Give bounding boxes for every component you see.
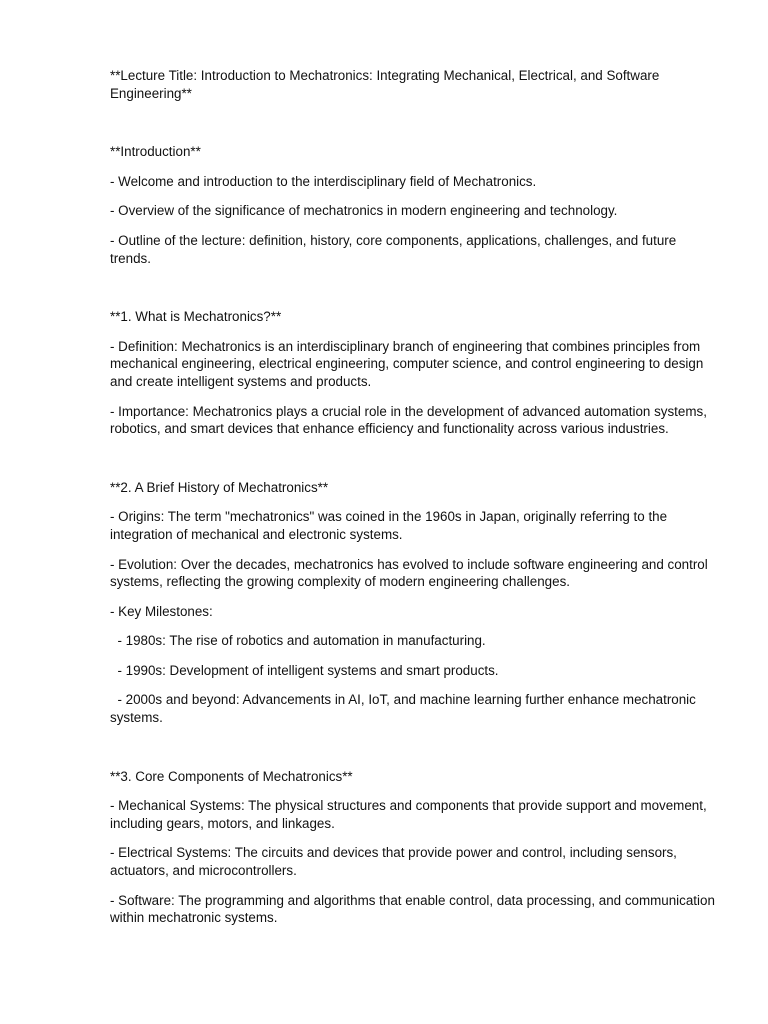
intro-paragraph: - Welcome and introduction to the interdisciplinary field of Mechatronics. xyxy=(110,173,537,189)
section-heading: **1. What is Mechatronics?** xyxy=(110,309,282,325)
milestone-item: - 1990s: Development of intelligent systems and smart products. xyxy=(110,662,499,678)
section-paragraph: - Key Milestones: xyxy=(110,603,213,619)
section-heading: **2. A Brief History of Mechatronics** xyxy=(110,479,329,495)
milestone-item: - 2000s and beyond: Advancements in AI, IoT, and machine learning further enhance mechatronic systems. xyxy=(110,692,700,726)
intro-paragraph: - Outline of the lecture: definition, history, core components, applications, challenges, and future trends. xyxy=(110,232,680,266)
intro-paragraph: - Overview of the significance of mechatronics in modern engineering and technology. xyxy=(110,203,618,219)
section-heading: **3. Core Components of Mechatronics** xyxy=(110,768,353,784)
intro-heading: **Introduction** xyxy=(110,144,201,160)
section-paragraph: - Evolution: Over the decades, mechatronics has evolved to include software engineering and control systems, reflecting the growing complexity of modern engineering challenges. xyxy=(110,556,712,590)
section-paragraph: - Importance: Mechatronics plays a crucial role in the development of advanced automation systems, robotics, and smart devices that enhance efficiency and functionality across various industries. xyxy=(110,403,711,437)
lecture-title: **Lecture Title: Introduction to Mechatronics: Integrating Mechanical, Electrical, and Software Engineering** xyxy=(110,68,664,101)
section-paragraph: - Software: The programming and algorithms that enable control, data processing, and communication within mechatronic systems. xyxy=(110,892,719,926)
milestone-item: - 1980s: The rise of robotics and automation in manufacturing. xyxy=(110,633,486,649)
document-page xyxy=(110,67,720,927)
section-paragraph: - Definition: Mechatronics is an interdisciplinary branch of engineering that combines principles from mechanical engineering, electrical engineering, computer science, and control engineering to design and create intelligent systems and products. xyxy=(110,338,708,389)
section-paragraph: - Mechanical Systems: The physical structures and components that provide support and movement, including gears, motors, and linkages. xyxy=(110,798,711,831)
section-paragraph: - Origins: The term "mechatronics" was coined in the 1960s in Japan, originally referring to the integration of mechanical and electronic systems. xyxy=(110,509,671,542)
section-paragraph: - Electrical Systems: The circuits and devices that provide power and control, including sensors, actuators, and microcontrollers. xyxy=(110,845,681,879)
